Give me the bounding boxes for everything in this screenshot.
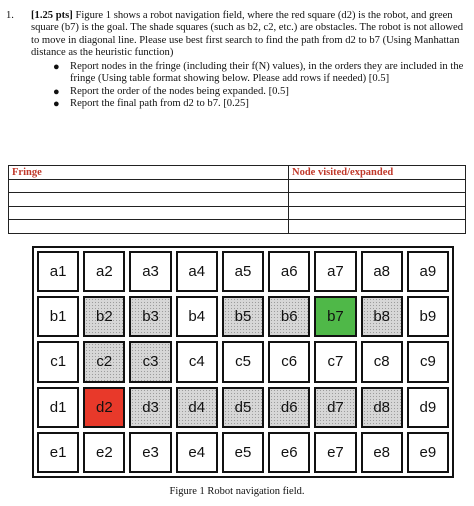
requirement-item	[53, 98, 466, 111]
grid-cell-a5: a5	[222, 251, 264, 292]
obstacle-cell-c2: c2	[83, 341, 125, 382]
grid-cell-a3: a3	[129, 251, 171, 292]
obstacle-cell-c3: c3	[129, 341, 171, 382]
bullet-icon: ●	[53, 98, 60, 111]
robot-cell-d2: d2	[83, 387, 125, 428]
question-block	[6, 10, 466, 110]
requirement-text: Report nodes in the fringe (including their f(N) values), in the orders they are included in the fringe (Using table format showing below. Please add rows if needed) [0.5]	[70, 61, 464, 85]
fringe-cell[interactable]	[9, 206, 289, 220]
figure-caption: Figure 1 Robot navigation field.	[169, 486, 305, 497]
grid-cell-a4: a4	[176, 251, 218, 292]
grid-cell-c9: c9	[407, 341, 449, 382]
obstacle-cell-d8: d8	[361, 387, 403, 428]
obstacle-cell-d4: d4	[176, 387, 218, 428]
requirement-text: Report the order of the nodes being expanded. [0.5]	[70, 85, 289, 97]
grid-cell-e4: e4	[176, 432, 218, 473]
grid-cell-a2: a2	[83, 251, 125, 292]
grid-cell-b4: b4	[176, 296, 218, 337]
question-paragraph	[31, 10, 466, 59]
grid-cell-e1: e1	[37, 432, 79, 473]
table-row	[9, 179, 466, 193]
visited-cell[interactable]	[289, 206, 466, 220]
grid-cell-e3: e3	[129, 432, 171, 473]
navigation-grid	[32, 246, 454, 478]
grid-cell-e7: e7	[314, 432, 356, 473]
grid-cell-a1: a1	[37, 251, 79, 292]
grid-cell-e8: e8	[361, 432, 403, 473]
grid-cell-e5: e5	[222, 432, 264, 473]
question-points: [1.25 pts]	[31, 10, 73, 21]
grid-cell-c8: c8	[361, 341, 403, 382]
visited-cell[interactable]	[289, 220, 466, 234]
goal-cell-b7: b7	[314, 296, 356, 337]
requirement-text: Report the final path from d2 to b7. [0.25]	[70, 98, 249, 110]
requirement-item	[53, 61, 466, 86]
grid-cell-c7: c7	[314, 341, 356, 382]
grid-cell-a9: a9	[407, 251, 449, 292]
grid-cell-b9: b9	[407, 296, 449, 337]
fringe-header: Fringe	[9, 166, 289, 180]
obstacle-cell-d5: d5	[222, 387, 264, 428]
bullet-icon: ●	[53, 61, 60, 74]
fringe-cell[interactable]	[9, 193, 289, 207]
grid-cell-e2: e2	[83, 432, 125, 473]
obstacle-cell-b5: b5	[222, 296, 264, 337]
obstacle-cell-d3: d3	[129, 387, 171, 428]
fringe-cell[interactable]	[9, 220, 289, 234]
table-row	[9, 220, 466, 234]
bullet-icon: ●	[53, 85, 60, 98]
grid-cell-e9: e9	[407, 432, 449, 473]
grid-cell-c6: c6	[268, 341, 310, 382]
obstacle-cell-b8: b8	[361, 296, 403, 337]
obstacle-cell-b2: b2	[83, 296, 125, 337]
fringe-table	[8, 165, 466, 234]
grid-cell-e6: e6	[268, 432, 310, 473]
requirement-item	[53, 85, 466, 98]
grid-cell-c1: c1	[37, 341, 79, 382]
grid-cell-c5: c5	[222, 341, 264, 382]
grid-cell-d1: d1	[37, 387, 79, 428]
obstacle-cell-b3: b3	[129, 296, 171, 337]
node-visited-header: Node visited/expanded	[289, 166, 466, 180]
table-row	[9, 193, 466, 207]
grid-cell-a6: a6	[268, 251, 310, 292]
grid-cell-c4: c4	[176, 341, 218, 382]
requirements-list	[6, 61, 466, 110]
grid-cell-a8: a8	[361, 251, 403, 292]
table-header-row	[9, 166, 466, 180]
visited-cell[interactable]	[289, 179, 466, 193]
table-row	[9, 206, 466, 220]
table-body	[9, 179, 466, 233]
grid-cell-a7: a7	[314, 251, 356, 292]
question-number: 1.	[6, 10, 14, 21]
obstacle-cell-d6: d6	[268, 387, 310, 428]
visited-cell[interactable]	[289, 193, 466, 207]
grid-cell-d9: d9	[407, 387, 449, 428]
fringe-cell[interactable]	[9, 179, 289, 193]
question-text: Figure 1 shows a robot navigation field, where the red square (d2) is the robot, and green square (b7) is the goal. The shade squares (such as b2, c2, etc.) are obstacles. The robot is not allowed to move in diagonal line. Please use best first search to find the path from d2 to b7 (Using Manhattan distance as the heuristic function)	[31, 10, 464, 58]
obstacle-cell-d7: d7	[314, 387, 356, 428]
obstacle-cell-b6: b6	[268, 296, 310, 337]
grid-cell-b1: b1	[37, 296, 79, 337]
